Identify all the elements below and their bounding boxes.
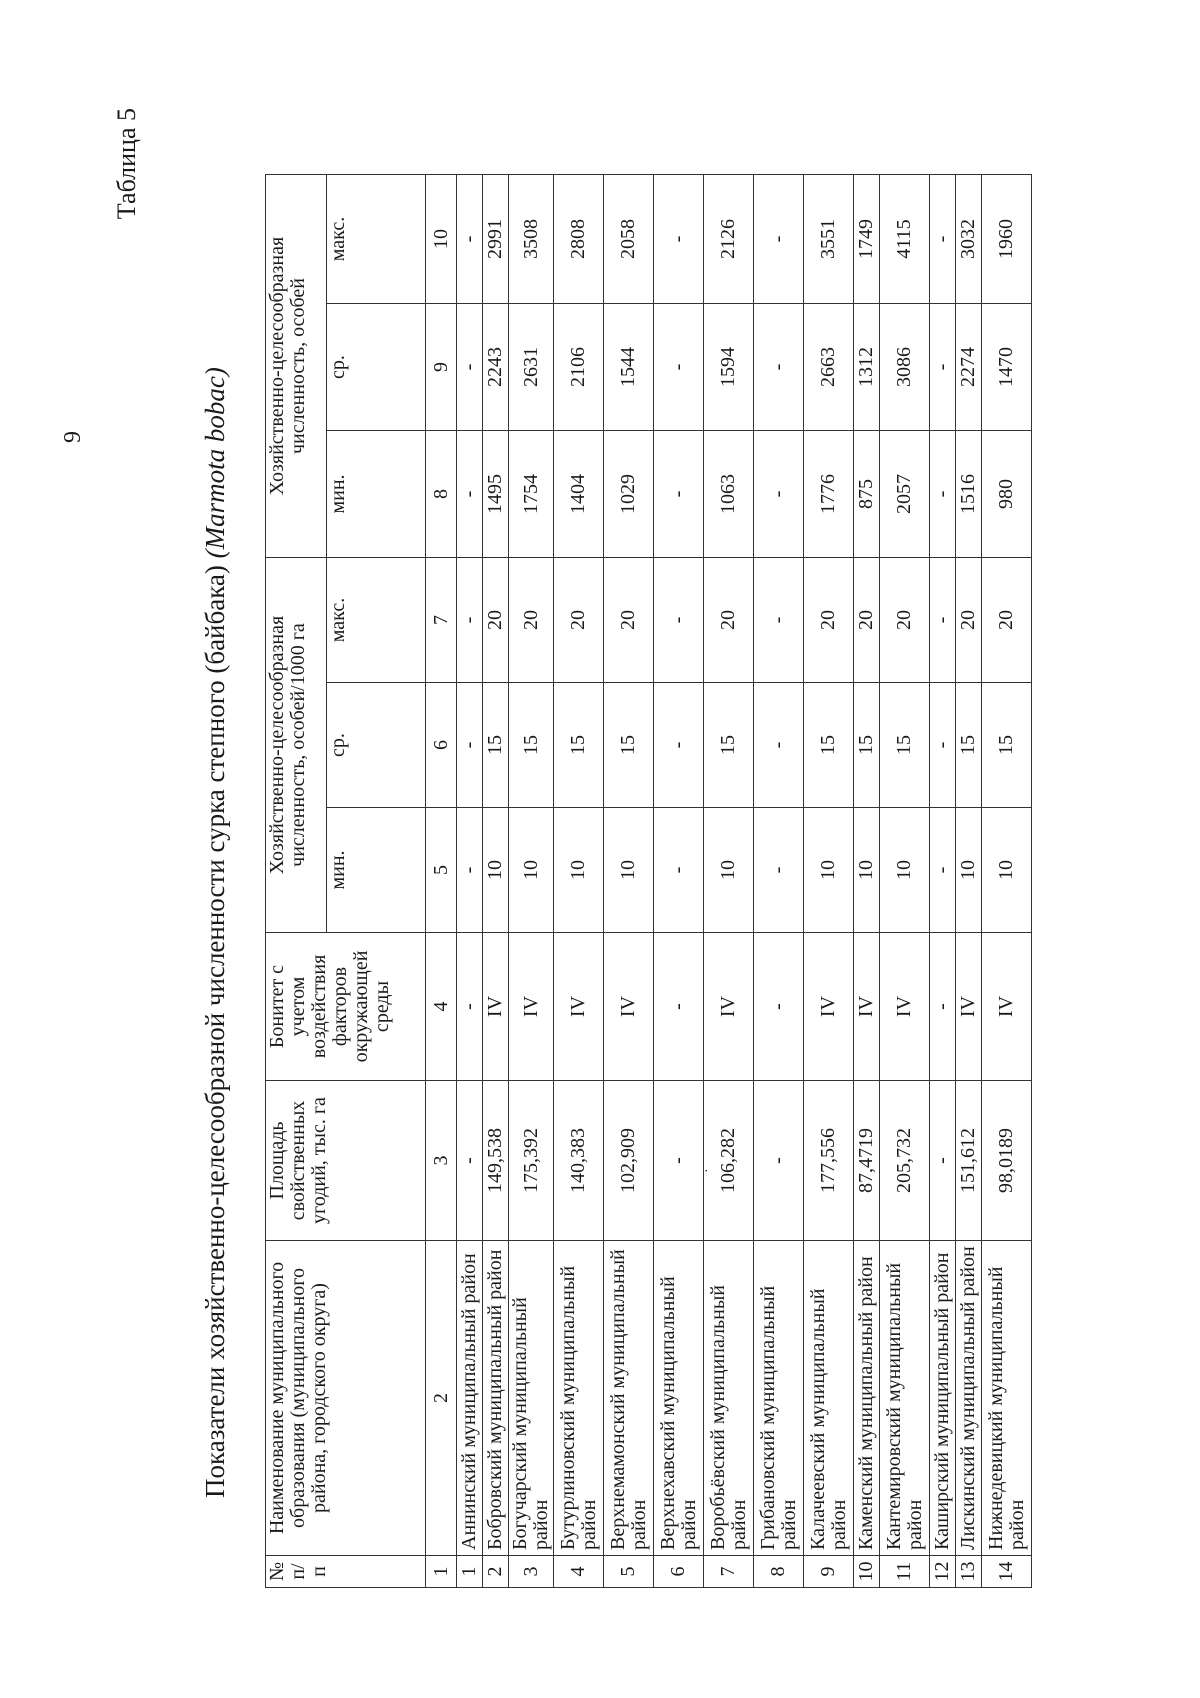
count-min: - — [930, 431, 956, 558]
table-row — [654, 174, 704, 1587]
column-number: 3 — [426, 1081, 457, 1241]
column-number: 7 — [426, 558, 457, 683]
row-number: 4 — [554, 1556, 604, 1588]
density-min: 10 — [554, 808, 604, 933]
bonitet-value: - — [754, 933, 804, 1081]
header-density-avg: ср. — [327, 683, 426, 808]
table-row — [704, 174, 754, 1587]
district-name: Аннинский муниципальный район — [457, 1241, 483, 1556]
count-max: 2808 — [554, 174, 604, 303]
district-name: Кантемировский муниципальный район — [880, 1241, 930, 1556]
district-name: Бутурлиновский муниципальный район — [554, 1241, 604, 1556]
density-avg: - — [930, 683, 956, 808]
density-avg: - — [754, 683, 804, 808]
count-min: 1063 — [704, 431, 754, 558]
count-max: 3508 — [509, 174, 554, 303]
district-name: Богучарский муниципальный район — [509, 1241, 554, 1556]
density-min: 10 — [804, 808, 854, 933]
density-min: - — [457, 808, 483, 933]
area-value: 149,538 — [483, 1081, 509, 1241]
row-number: 12 — [930, 1556, 956, 1588]
count-avg: 2274 — [956, 304, 982, 431]
count-max: - — [457, 174, 483, 303]
table-row — [754, 174, 804, 1587]
bonitet-value: IV — [483, 933, 509, 1081]
density-avg: 15 — [880, 683, 930, 808]
row-number: 3 — [509, 1556, 554, 1588]
count-max: 3551 — [804, 174, 854, 303]
table-row — [956, 174, 982, 1587]
area-value: - — [654, 1081, 704, 1241]
header-count-avg: ср. — [327, 304, 426, 431]
count-avg: - — [930, 304, 956, 431]
row-number: 7 — [704, 1556, 754, 1588]
table-row — [554, 174, 604, 1587]
count-avg: 1470 — [982, 304, 1032, 431]
area-value: 140,383 — [554, 1081, 604, 1241]
density-min: - — [754, 808, 804, 933]
district-name: Верхнехавский муниципальный район — [654, 1241, 704, 1556]
count-avg: - — [754, 304, 804, 431]
density-max: 20 — [880, 558, 930, 683]
count-min: 1776 — [804, 431, 854, 558]
header-name: Наименование муниципального образования (муниципального района, городского округа) — [266, 1241, 426, 1556]
table-row — [457, 174, 483, 1587]
bonitet-value: IV — [880, 933, 930, 1081]
bonitet-value: - — [654, 933, 704, 1081]
count-avg: 1594 — [704, 304, 754, 431]
density-max: 20 — [854, 558, 880, 683]
count-avg: 1544 — [604, 304, 654, 431]
page-number: 9 — [60, 431, 86, 443]
density-avg: 15 — [483, 683, 509, 808]
row-number: 2 — [483, 1556, 509, 1588]
stray-mark: · — [700, 1168, 715, 1173]
density-avg: 15 — [704, 683, 754, 808]
count-min: - — [754, 431, 804, 558]
count-max: - — [754, 174, 804, 303]
table-title — [200, 98, 231, 1498]
count-min: - — [654, 431, 704, 558]
density-min: 10 — [604, 808, 654, 933]
bonitet-value: IV — [804, 933, 854, 1081]
area-value: 98,0189 — [982, 1081, 1032, 1241]
area-value: - — [754, 1081, 804, 1241]
column-number: 5 — [426, 808, 457, 933]
table-title-latin: (Marmota bobac) — [200, 367, 230, 559]
density-avg: - — [457, 683, 483, 808]
data-table — [265, 174, 1032, 1588]
count-max: 1749 — [854, 174, 880, 303]
density-avg: 15 — [854, 683, 880, 808]
bonitet-value: IV — [704, 933, 754, 1081]
area-value: - — [457, 1081, 483, 1241]
table-row — [880, 174, 930, 1587]
header-row — [266, 174, 327, 1587]
table-body — [426, 174, 1032, 1587]
row-number: 6 — [654, 1556, 704, 1588]
header-number: № п/п — [266, 1556, 426, 1588]
table-caption: Таблица 5 — [112, 108, 141, 220]
density-avg: 15 — [982, 683, 1032, 808]
area-value: 177,556 — [804, 1081, 854, 1241]
density-avg: 15 — [804, 683, 854, 808]
table-row — [509, 174, 554, 1587]
count-avg: - — [654, 304, 704, 431]
density-avg: 15 — [604, 683, 654, 808]
count-min: - — [457, 431, 483, 558]
table-row — [483, 174, 509, 1587]
count-min: 2057 — [880, 431, 930, 558]
district-name: Калачеевский муниципальный район — [804, 1241, 854, 1556]
area-value: 205,732 — [880, 1081, 930, 1241]
count-min: 1029 — [604, 431, 654, 558]
count-max: - — [930, 174, 956, 303]
header-count-min: мин. — [327, 431, 426, 558]
bonitet-value: - — [457, 933, 483, 1081]
bonitet-value: IV — [509, 933, 554, 1081]
column-number: 6 — [426, 683, 457, 808]
density-max: 20 — [483, 558, 509, 683]
count-max: - — [654, 174, 704, 303]
district-name: Бобровский муниципальный район — [483, 1241, 509, 1556]
count-max: 1960 — [982, 174, 1032, 303]
density-min: - — [930, 808, 956, 933]
table-title-main: Показатели хозяйственно-целесообразной численности сурка степного (байбака) — [200, 558, 230, 1498]
count-max: 2058 — [604, 174, 654, 303]
area-value: 87,4719 — [854, 1081, 880, 1241]
district-name: Лискинский муниципальный район — [956, 1241, 982, 1556]
header-density-group: Хозяйственно-целесообразная численность, особей/1000 га — [266, 558, 327, 933]
table-row — [854, 174, 880, 1587]
count-avg: 2631 — [509, 304, 554, 431]
count-avg: - — [457, 304, 483, 431]
district-name: Воробьёвский муниципальный район — [704, 1241, 754, 1556]
count-max: 4115 — [880, 174, 930, 303]
density-min: 10 — [483, 808, 509, 933]
header-area: Площадь свойственных угодий, тыс. га — [266, 1081, 426, 1241]
header-count-max: макс. — [327, 174, 426, 303]
table-row — [982, 174, 1032, 1587]
header-count-group: Хозяйственно-целесообразная численность, особей — [266, 174, 327, 557]
density-min: 10 — [854, 808, 880, 933]
table-row — [804, 174, 854, 1587]
density-min: 10 — [704, 808, 754, 933]
row-number: 9 — [804, 1556, 854, 1588]
area-value: 175,392 — [509, 1081, 554, 1241]
count-max: 3032 — [956, 174, 982, 303]
header-bonitet: Бонитет с учетом воздействия факторов окружающей среды — [266, 933, 426, 1081]
area-value: 151,612 — [956, 1081, 982, 1241]
count-min: 1404 — [554, 431, 604, 558]
bonitet-value: IV — [956, 933, 982, 1081]
density-max: 20 — [509, 558, 554, 683]
bonitet-value: IV — [982, 933, 1032, 1081]
header-density-min: мин. — [327, 808, 426, 933]
count-max: 2126 — [704, 174, 754, 303]
count-min: 1516 — [956, 431, 982, 558]
row-number: 8 — [754, 1556, 804, 1588]
count-max: 2991 — [483, 174, 509, 303]
column-number-row — [426, 174, 457, 1587]
density-max: 20 — [982, 558, 1032, 683]
count-avg: 2663 — [804, 304, 854, 431]
density-avg: 15 — [554, 683, 604, 808]
count-min: 1495 — [483, 431, 509, 558]
bonitet-value: IV — [604, 933, 654, 1081]
column-number: 9 — [426, 304, 457, 431]
row-number: 10 — [854, 1556, 880, 1588]
count-avg: 3086 — [880, 304, 930, 431]
row-number: 14 — [982, 1556, 1032, 1588]
density-avg: 15 — [509, 683, 554, 808]
density-min: 10 — [509, 808, 554, 933]
district-name: Каменский муниципальный район — [854, 1241, 880, 1556]
density-max: 20 — [554, 558, 604, 683]
bonitet-value: IV — [554, 933, 604, 1081]
area-value: 106,282 — [704, 1081, 754, 1241]
district-name: Грибановский муниципальный район — [754, 1241, 804, 1556]
district-name: Верхнемамонский муниципальный район — [604, 1241, 654, 1556]
count-avg: 2106 — [554, 304, 604, 431]
density-min: 10 — [880, 808, 930, 933]
row-number: 5 — [604, 1556, 654, 1588]
row-number: 11 — [880, 1556, 930, 1588]
density-max: 20 — [956, 558, 982, 683]
density-max: - — [654, 558, 704, 683]
bonitet-value: - — [930, 933, 956, 1081]
density-max: - — [457, 558, 483, 683]
density-max: 20 — [804, 558, 854, 683]
density-max: - — [754, 558, 804, 683]
count-avg: 2243 — [483, 304, 509, 431]
count-min: 1754 — [509, 431, 554, 558]
density-max: 20 — [704, 558, 754, 683]
header-density-max: макс. — [327, 558, 426, 683]
area-value: - — [930, 1081, 956, 1241]
count-avg: 1312 — [854, 304, 880, 431]
density-min: 10 — [982, 808, 1032, 933]
column-number: 2 — [426, 1241, 457, 1556]
column-number: 1 — [426, 1556, 457, 1588]
density-max: - — [930, 558, 956, 683]
column-number: 8 — [426, 431, 457, 558]
district-name: Каширский муниципальный район — [930, 1241, 956, 1556]
table-row — [930, 174, 956, 1587]
district-name: Нижнедевицкий муниципальный район — [982, 1241, 1032, 1556]
bonitet-value: IV — [854, 933, 880, 1081]
density-avg: - — [654, 683, 704, 808]
density-max: 20 — [604, 558, 654, 683]
table-row — [604, 174, 654, 1587]
row-number: 13 — [956, 1556, 982, 1588]
column-number: 10 — [426, 174, 457, 303]
column-number: 4 — [426, 933, 457, 1081]
count-min: 980 — [982, 431, 1032, 558]
density-min: 10 — [956, 808, 982, 933]
density-min: - — [654, 808, 704, 933]
count-min: 875 — [854, 431, 880, 558]
area-value: 102,909 — [604, 1081, 654, 1241]
row-number: 1 — [457, 1556, 483, 1588]
density-avg: 15 — [956, 683, 982, 808]
